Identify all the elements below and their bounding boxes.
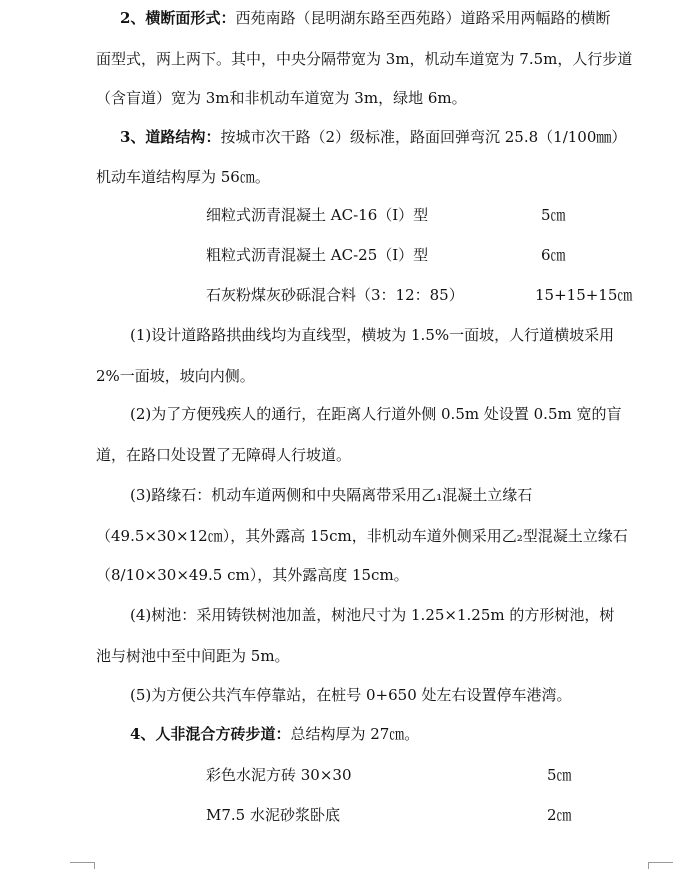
section-2-heading: 2、横断面形式： (120, 9, 236, 27)
material-name: 彩色水泥方砖 30×30 (206, 766, 352, 784)
section-3-text: 按城市次干路（2）级标准，路面回弹弯沉 25.8（1/100㎜） (220, 128, 627, 146)
note-3-line-3: （8/10×30×49.5 cm），其外露高度 15cm。 (96, 566, 409, 584)
section-3-line-1 (120, 127, 626, 147)
section-3-heading: 3、道路结构： (120, 128, 221, 146)
note-5-line-1: (5)为方便公共汽车停靠站，在桩号 0+650 处左右设置停车港湾。 (130, 686, 572, 704)
crop-mark-bottom-left (70, 862, 95, 869)
note-3-line-1: (3)路缘石：机动车道两侧和中央隔离带采用乙₁混凝土立缘石 (130, 486, 533, 504)
material-name: 石灰粉煤灰砂砾混合料（3：12：85） (206, 286, 464, 304)
material-name: 粗粒式沥青混凝土 AC-25（Ⅰ）型 (206, 246, 429, 264)
section-2-line-2: 面型式，两上两下。其中，中央分隔带宽为 3m，机动车道宽为 7.5m，人行步道 (96, 50, 633, 68)
crop-mark-bottom-right (648, 862, 673, 869)
section-4-heading: 4、人非混合方砖步道： (130, 725, 291, 743)
section-2-line-3: （含盲道）宽为 3m和非机动车道宽为 3m，绿地 6m。 (96, 89, 467, 107)
note-3-line-2: （49.5×30×12㎝），其外露高 15cm，非机动车道外侧采用乙₂型混凝土立缘石 (96, 527, 628, 545)
note-1-line-2: 2%一面坡，坡向内侧。 (96, 367, 255, 385)
section-2-line-1 (120, 8, 660, 28)
note-4-line-2: 池与树池中至中间距为 5m。 (96, 647, 290, 665)
note-1-line-1: (1)设计道路路拱曲线均为直线型，横坡为 1.5%一面坡，人行道横坡采用 (130, 326, 615, 344)
note-4-line-1: (4)树池：采用铸铁树池加盖，树池尺寸为 1.25×1.25m 的方形树池，树 (130, 606, 615, 624)
note-2-line-2: 道，在路口处设置了无障碍人行坡道。 (96, 446, 352, 464)
section-4-text: 总结构厚为 27㎝。 (290, 725, 420, 743)
material-name: M7.5 水泥砂浆卧底 (206, 806, 340, 824)
section-4-line-1 (130, 724, 419, 744)
material-thickness: 6㎝ (541, 246, 566, 264)
section-3-line-2: 机动车道结构厚为 56㎝。 (96, 168, 270, 186)
material-thickness: 5㎝ (541, 206, 566, 224)
note-2-line-1: (2)为了方便残疾人的通行，在距离人行道外侧 0.5m 处设置 0.5m 宽的盲 (130, 405, 622, 423)
section-2-text: 西苑南路（昆明湖东路至西苑路）道路采用两幅路的横断 (235, 9, 611, 27)
material-name: 细粒式沥青混凝土 AC-16（Ⅰ）型 (206, 206, 429, 224)
material-thickness: 2㎝ (547, 806, 572, 824)
material-thickness: 15+15+15㎝ (535, 286, 633, 304)
material-thickness: 5㎝ (547, 766, 572, 784)
